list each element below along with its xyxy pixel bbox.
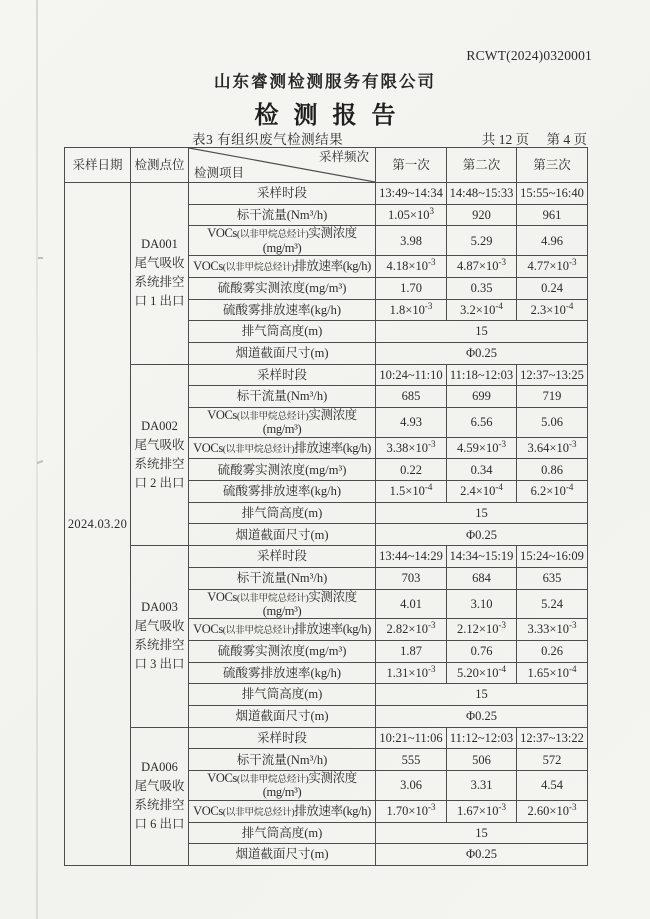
monitoring-point-line: 口 1 出口 — [134, 294, 185, 309]
results-table — [64, 147, 588, 866]
monitoring-point-line: 口 2 出口 — [134, 475, 185, 490]
span-value-cell: Φ0.25 — [376, 844, 588, 866]
value-cell: 719 — [517, 386, 588, 408]
value-cell: 5.24 — [517, 589, 588, 619]
value-cell: $5.20\times 10^{-4}$ — [447, 662, 517, 684]
header-run-3: 第三次 — [517, 148, 588, 183]
item-label-cell: 排气筒高度(m) — [189, 321, 376, 343]
span-value-cell: 15 — [376, 822, 588, 844]
item-label-small-part: (以非甲烷总烃计) — [222, 262, 295, 274]
value-cell: 4.93 — [376, 407, 447, 437]
span-value-cell: Φ0.25 — [376, 342, 588, 364]
value-cell: 13:49~14:34 — [376, 183, 447, 205]
item-label-cell: VOCs(以非甲烷总烃计)实测浓度(mg/m³) — [189, 589, 376, 619]
value-cell: 12:37~13:25 — [517, 364, 588, 386]
value-cell: $1.31\times 10^{-3}$ — [376, 662, 447, 684]
value-cell: $4.77\times 10^{-3}$ — [517, 256, 588, 278]
value-cell: $4.18\times 10^{-3}$ — [376, 256, 447, 278]
span-value-cell: Φ0.25 — [376, 524, 588, 546]
pages-total: 共 12 页 — [481, 132, 530, 147]
value-cell: $2.4\times 10^{-4}$ — [447, 481, 517, 503]
value-cell: 685 — [376, 386, 447, 408]
value-cell: $1.5\times 10^{-4}$ — [376, 481, 447, 503]
value-cell: 572 — [517, 749, 588, 771]
value-cell: 3.06 — [376, 771, 447, 801]
item-label-cell: 硫酸雾实测浓度(mg/m³) — [189, 640, 376, 662]
page-current: 第 4 页 — [546, 132, 587, 147]
value-cell: 920 — [447, 204, 517, 226]
item-label-cell: 采样时段 — [189, 183, 376, 205]
value-cell: $2.60\times 10^{-3}$ — [517, 800, 588, 822]
value-cell: 15:55~16:40 — [517, 183, 588, 205]
table-caption-row — [64, 128, 587, 148]
value-cell: 3.98 — [376, 226, 447, 256]
item-label-cell: 采样时段 — [189, 546, 376, 568]
value-cell: 0.86 — [517, 459, 588, 481]
value-cell: 5.29 — [447, 226, 517, 256]
header-test-item: 检测项目 — [194, 165, 245, 180]
table-row — [65, 727, 588, 749]
item-label-cell: 标干流量(Nm³/h) — [189, 386, 376, 408]
value-cell: 4.01 — [376, 589, 447, 619]
value-cell: 0.22 — [376, 459, 447, 481]
value-cell: 0.24 — [517, 277, 588, 299]
item-label-cell: 排气筒高度(m) — [189, 822, 376, 844]
value-cell: $3.2\times 10^{-4}$ — [447, 299, 517, 321]
monitoring-point-cell — [131, 727, 189, 865]
value-cell: 0.34 — [447, 459, 517, 481]
item-label-cell: VOCs(以非甲烷总烃计)排放速率(kg/h) — [189, 800, 376, 822]
item-label-cell: 烟道截面尺寸(m) — [189, 524, 376, 546]
monitoring-point-line: DA001 — [141, 237, 178, 252]
item-label-cell: 排气筒高度(m) — [189, 502, 376, 524]
value-cell: 6.56 — [447, 407, 517, 437]
item-label-small-part: (以非甲烷总烃计) — [222, 806, 295, 818]
item-label-small-part: (以非甲烷总烃计) — [236, 592, 309, 604]
value-cell: $1.67\times 10^{-3}$ — [447, 800, 517, 822]
value-cell: $4.87\times 10^{-3}$ — [447, 256, 517, 278]
item-label-cell: 硫酸雾排放速率(kg/h) — [189, 299, 376, 321]
item-label-cell: 烟道截面尺寸(m) — [189, 844, 376, 866]
value-cell: 13:44~14:29 — [376, 546, 447, 568]
sample-date-cell: 2024.03.20 — [65, 183, 131, 866]
value-cell: 684 — [447, 567, 517, 589]
value-cell: 11:12~12:03 — [447, 727, 517, 749]
value-cell: 555 — [376, 749, 447, 771]
header-sampling-frequency: 采样频次 — [318, 150, 369, 164]
item-label-small-part: (以非甲烷总烃计) — [222, 625, 295, 637]
item-label-cell: 标干流量(Nm³/h) — [189, 567, 376, 589]
value-cell: 4.54 — [517, 771, 588, 801]
span-value-cell: Φ0.25 — [376, 706, 588, 728]
span-value-cell: 15 — [376, 321, 588, 343]
monitoring-point-line: 尾气吸收 — [134, 619, 185, 634]
monitoring-point-line: 口 3 出口 — [134, 657, 185, 672]
header-diagonal-cell — [189, 148, 376, 183]
item-label-cell: VOCs(以非甲烷总烃计)排放速率(kg/h) — [189, 437, 376, 459]
scan-mark-artifact — [38, 257, 43, 259]
item-label-small-part: (以非甲烷总烃计) — [236, 229, 309, 241]
value-cell: $3.64\times 10^{-3}$ — [517, 437, 588, 459]
value-cell: $4.59\times 10^{-3}$ — [447, 437, 517, 459]
item-label-cell: 硫酸雾排放速率(kg/h) — [189, 662, 376, 684]
header-sample-date: 采样日期 — [65, 148, 131, 183]
monitoring-point-line: 系统排空 — [134, 798, 185, 813]
value-cell: $1.65\times 10^{-4}$ — [517, 662, 588, 684]
scan-mark-artifact — [37, 460, 43, 464]
monitoring-point-line: 尾气吸收 — [134, 256, 185, 271]
item-label-small-part: (以非甲烷总烃计) — [222, 443, 295, 455]
item-label-cell: 硫酸雾实测浓度(mg/m³) — [189, 459, 376, 481]
value-cell: 10:21~11:06 — [376, 727, 447, 749]
value-cell: 0.26 — [517, 640, 588, 662]
value-cell: 703 — [376, 567, 447, 589]
item-label-cell: VOCs(以非甲烷总烃计)排放速率(kg/h) — [189, 619, 376, 641]
item-label-cell: 标干流量(Nm³/h) — [189, 204, 376, 226]
value-cell: $2.3\times 10^{-4}$ — [517, 299, 588, 321]
monitoring-point-cell — [131, 546, 189, 728]
page-info — [468, 128, 587, 148]
value-cell: $3.33\times 10^{-3}$ — [517, 619, 588, 641]
item-label-cell: VOCs(以非甲烷总烃计)实测浓度(mg/m³) — [189, 771, 376, 801]
value-cell: 12:37~13:22 — [517, 727, 588, 749]
item-label-cell: 标干流量(Nm³/h) — [189, 749, 376, 771]
item-label-cell: VOCs(以非甲烷总烃计)实测浓度(mg/m³) — [189, 407, 376, 437]
value-cell: $1.05\times 10^3$ — [376, 204, 447, 226]
span-value-cell: 15 — [376, 502, 588, 524]
value-cell: 635 — [517, 567, 588, 589]
item-label-cell: 采样时段 — [189, 364, 376, 386]
value-cell: 0.76 — [447, 640, 517, 662]
value-cell: 699 — [447, 386, 517, 408]
item-label-cell: 烟道截面尺寸(m) — [189, 706, 376, 728]
value-cell: $6.2\times 10^{-4}$ — [517, 481, 588, 503]
item-label-cell: VOCs(以非甲烷总烃计)实测浓度(mg/m³) — [189, 226, 376, 256]
table-caption: 表3 有组织废气检测结果 — [192, 132, 344, 147]
monitoring-point-cell — [131, 183, 189, 365]
table-row — [65, 364, 588, 386]
monitoring-point-line: 系统排空 — [134, 638, 185, 653]
table-row — [65, 183, 588, 205]
value-cell: 1.87 — [376, 640, 447, 662]
value-cell: 961 — [517, 204, 588, 226]
item-label-cell: VOCs(以非甲烷总烃计)排放速率(kg/h) — [189, 256, 376, 278]
report-number: RCWT(2024)0320001 — [466, 48, 592, 63]
value-cell: 3.10 — [447, 589, 517, 619]
span-value-cell: 15 — [376, 684, 588, 706]
value-cell: 5.06 — [517, 407, 588, 437]
value-cell: 14:34~15:19 — [447, 546, 517, 568]
value-cell: 3.31 — [447, 771, 517, 801]
value-cell: $1.70\times 10^{-3}$ — [376, 800, 447, 822]
value-cell: $1.8\times 10^{-3}$ — [376, 299, 447, 321]
value-cell: $2.82\times 10^{-3}$ — [376, 619, 447, 641]
item-label-cell: 硫酸雾实测浓度(mg/m³) — [189, 277, 376, 299]
monitoring-point-line: 系统排空 — [134, 275, 185, 290]
item-label-small-part: (以非甲烷总烃计) — [236, 774, 309, 786]
item-label-small-part: (以非甲烷总烃计) — [236, 410, 309, 422]
item-label-cell: 采样时段 — [189, 727, 376, 749]
table-row — [65, 546, 588, 568]
value-cell: 10:24~11:10 — [376, 364, 447, 386]
value-cell: 1.70 — [376, 277, 447, 299]
item-label-cell: 烟道截面尺寸(m) — [189, 342, 376, 364]
header-run-1: 第一次 — [376, 148, 447, 183]
value-cell: 14:48~15:33 — [447, 183, 517, 205]
value-cell: $2.12\times 10^{-3}$ — [447, 619, 517, 641]
monitoring-point-line: DA003 — [141, 600, 178, 615]
item-label-cell: 硫酸雾排放速率(kg/h) — [189, 481, 376, 503]
monitoring-point-line: 尾气吸收 — [134, 437, 185, 452]
value-cell: 15:24~16:09 — [517, 546, 588, 568]
company-name: 山东睿测检测服务有限公司 — [214, 72, 436, 91]
value-cell: $3.38\times 10^{-3}$ — [376, 437, 447, 459]
monitoring-point-line: DA002 — [141, 418, 178, 433]
value-cell: 0.35 — [447, 277, 517, 299]
monitoring-point-line: 系统排空 — [134, 456, 185, 471]
monitoring-point-cell — [131, 364, 189, 546]
monitoring-point-line: 尾气吸收 — [134, 779, 185, 794]
value-cell: 506 — [447, 749, 517, 771]
report-title: 检测报告 — [254, 103, 411, 129]
header-monitoring-point: 检测点位 — [131, 148, 189, 183]
value-cell: 11:18~12:03 — [447, 364, 517, 386]
monitoring-point-line: DA006 — [141, 760, 178, 775]
monitoring-point-line: 口 6 出口 — [134, 817, 185, 832]
table-header-row — [65, 148, 588, 183]
scan-edge-artifact — [36, 0, 38, 919]
value-cell: 4.96 — [517, 226, 588, 256]
item-label-cell: 排气筒高度(m) — [189, 684, 376, 706]
header-run-2: 第二次 — [447, 148, 517, 183]
